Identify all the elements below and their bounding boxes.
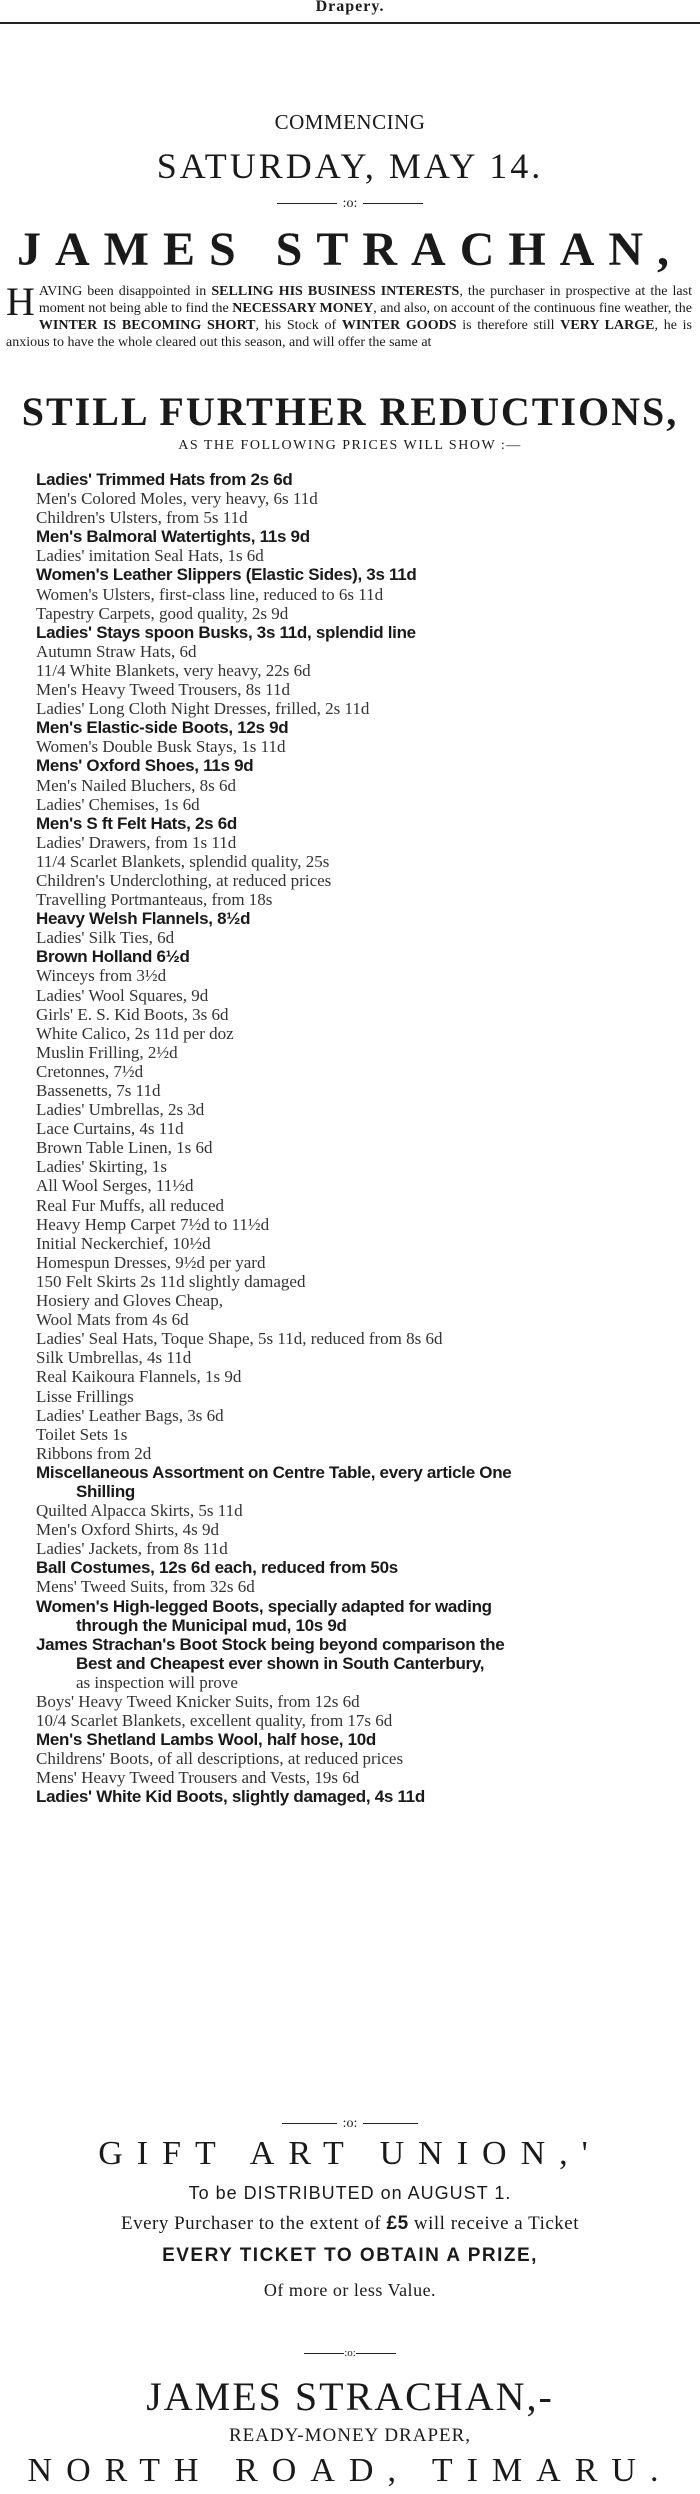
list-item: Ribbons from 2d bbox=[36, 1443, 152, 1463]
divider: :o: bbox=[0, 2347, 700, 2359]
list-item: as inspection will prove bbox=[76, 1672, 238, 1692]
list-item: Ladies' imitation Seal Hats, 1s 6d bbox=[36, 546, 264, 566]
list-item: 11/4 Scarlet Blankets, splendid quality, 25s bbox=[36, 851, 330, 871]
list-item: through the Municipal mud, 10s 9d bbox=[76, 1615, 347, 1635]
list-item: Ladies' Seal Hats, Toque Shape, 5s 11d, reduced from 8s 6d bbox=[36, 1329, 443, 1349]
list-item: Ball Costumes, 12s 6d each, reduced from 50s bbox=[36, 1558, 398, 1578]
merchant-role: READY-MONEY DRAPER, bbox=[228, 2425, 472, 2446]
list-item: Boys' Heavy Tweed Knicker Suits, from 12s 6d bbox=[36, 1692, 360, 1711]
list-item: James Strachan's Boot Stock being beyond comparison the bbox=[36, 1634, 505, 1654]
sale-date: SATURDAY, MAY 14. bbox=[156, 146, 544, 186]
merchant-name: JAMES STRACHAN, bbox=[16, 223, 684, 276]
list-item: Hosiery and Gloves Cheap, bbox=[36, 1291, 223, 1311]
list-item: 11/4 White Blankets, very heavy, 22s 6d bbox=[36, 660, 311, 680]
list-item: White Calico, 2s 11d per doz bbox=[36, 1023, 234, 1043]
list-item: Tapestry Carpets, good quality, 2s 9d bbox=[36, 603, 289, 623]
list-item: Bassenetts, 7s 11d bbox=[36, 1081, 161, 1100]
list-item: Autumn Straw Hats, 6d bbox=[36, 641, 197, 661]
list-item: Men's Elastic-side Boots, 12s 9d bbox=[36, 718, 289, 738]
list-item: Initial Neckerchief, 10½d bbox=[36, 1233, 211, 1253]
top-rule bbox=[0, 22, 700, 24]
list-item: Women's Leather Slippers (Elastic Sides), 3s 11d bbox=[36, 565, 417, 585]
list-item: Women's Double Busk Stays, 1s 11d bbox=[36, 737, 286, 757]
list-item: Best and Cheapest ever shown in South Canterbury, bbox=[76, 1653, 485, 1673]
footer-merchant-name: JAMES STRACHAN,- bbox=[146, 2374, 554, 2419]
list-item: Men's Shetland Lambs Wool, half hose, 10d bbox=[36, 1730, 376, 1750]
list-item: Childrens' Boots, of all descriptions, at reduced prices bbox=[36, 1749, 404, 1769]
list-item: Men's S ft Felt Hats, 2s 6d bbox=[36, 813, 237, 833]
list-item: Quilted Alpacca Skirts, 5s 11d bbox=[36, 1501, 243, 1521]
divider: :o: bbox=[0, 2116, 700, 2132]
reductions-headline: STILL FURTHER REDUCTIONS, bbox=[21, 389, 679, 434]
list-item: Homespun Dresses, 9½d per yard bbox=[36, 1252, 266, 1272]
list-item: Real Kaikoura Flannels, 1s 9d bbox=[36, 1367, 242, 1387]
list-item: Ladies' Umbrellas, 2s 3d bbox=[36, 1100, 205, 1120]
list-item: Real Fur Muffs, all reduced bbox=[36, 1195, 225, 1215]
list-item: Wool Mats from 4s 6d bbox=[36, 1310, 189, 1330]
drop-cap: H bbox=[6, 279, 35, 324]
list-item: Women's High-legged Boots, specially adapted for wading bbox=[36, 1596, 492, 1616]
section-header: Drapery. bbox=[315, 0, 385, 15]
ticket-prize-line: EVERY TICKET TO OBTAIN A PRIZE, bbox=[162, 2245, 538, 2266]
list-item: Ladies' Drawers, from 1s 11d bbox=[36, 832, 237, 852]
list-item: 150 Felt Skirts 2s 11d slightly damaged bbox=[36, 1271, 306, 1291]
distribution-date: To be DISTRIBUTED on AUGUST 1. bbox=[188, 2183, 512, 2203]
value-line: Of more or less Value. bbox=[263, 2280, 437, 2300]
list-item: Ladies' Stays spoon Busks, 3s 11d, splendid line bbox=[36, 622, 416, 642]
list-item: Lisse Frillings bbox=[36, 1386, 134, 1406]
list-item: Children's Ulsters, from 5s 11d bbox=[36, 508, 248, 528]
list-item: Men's Colored Moles, very heavy, 6s 11d bbox=[36, 489, 318, 509]
list-item: Lace Curtains, 4s 11d bbox=[36, 1119, 184, 1139]
merchant-address: NORTH ROAD, TIMARU. bbox=[27, 2452, 673, 2489]
list-item: Heavy Welsh Flannels, 8½d bbox=[36, 909, 251, 929]
list-item: Ladies' Long Cloth Night Dresses, frilled, 2s 11d bbox=[36, 699, 370, 719]
list-item: Men's Balmoral Watertights, 11s 9d bbox=[36, 527, 310, 547]
price-list bbox=[36, 470, 696, 1807]
list-item: Cretonnes, 7½d bbox=[36, 1061, 144, 1081]
list-item: Ladies' Skirting, 1s bbox=[36, 1157, 168, 1177]
list-item: Mens' Oxford Shoes, 11s 9d bbox=[36, 756, 254, 776]
list-item: Ladies' Leather Bags, 3s 6d bbox=[36, 1405, 224, 1425]
list-item: Ladies' Trimmed Hats from 2s 6d bbox=[36, 470, 293, 489]
divider: :o: bbox=[0, 196, 700, 212]
art-union-title: GIFT ART UNION,' bbox=[98, 2135, 602, 2172]
prices-note: AS THE FOLLOWING PRICES WILL SHOW :— bbox=[178, 438, 522, 453]
list-item: Shilling bbox=[76, 1481, 135, 1501]
list-item: Men's Heavy Tweed Trousers, 8s 11d bbox=[36, 680, 291, 700]
list-item: Heavy Hemp Carpet 7½d to 11½d bbox=[36, 1214, 270, 1234]
intro-paragraph: HAVING been disappointed in SELLING HIS BUSINESS INTERESTS, the purchaser in prospective at the last moment not being able to find the NECESSARY MONEY, and also, on account of the continuous fine weather, the WINTER IS BECOMING SHORT, his Stock of WINTER GOODS is therefore still VERY LARGE, he is anxious to have the whole cleared out this season, and will offer the same at bbox=[6, 279, 692, 350]
list-item: Winceys from 3½d bbox=[36, 966, 167, 986]
commencing-label: COMMENCING bbox=[274, 110, 426, 134]
ticket-condition: Every Purchaser to the extent of £5 will receive a Ticket bbox=[120, 2213, 580, 2234]
list-item: Brown Table Linen, 1s 6d bbox=[36, 1138, 213, 1158]
list-item: Men's Nailed Bluchers, 8s 6d bbox=[36, 775, 236, 795]
list-item: Ladies' White Kid Boots, slightly damaged, 4s 11d bbox=[36, 1787, 425, 1807]
list-item: Muslin Frilling, 2½d bbox=[36, 1042, 178, 1062]
list-item: Girls' E. S. Kid Boots, 3s 6d bbox=[36, 1004, 229, 1024]
list-item: Mens' Tweed Suits, from 32s 6d bbox=[36, 1577, 255, 1597]
list-item: Brown Holland 6½d bbox=[36, 947, 190, 967]
list-item: Ladies' Chemises, 1s 6d bbox=[36, 794, 200, 814]
list-item: Women's Ulsters, first-class line, reduced to 6s 11d bbox=[36, 584, 384, 604]
list-item: Ladies' Jackets, from 8s 11d bbox=[36, 1539, 228, 1559]
list-item: Ladies' Wool Squares, 9d bbox=[36, 985, 209, 1005]
list-item: Silk Umbrellas, 4s 11d bbox=[36, 1348, 192, 1368]
list-item: All Wool Serges, 11½d bbox=[36, 1176, 194, 1196]
list-item: Miscellaneous Assortment on Centre Table, every article One bbox=[36, 1462, 512, 1482]
list-item: Mens' Heavy Tweed Trousers and Vests, 19s 6d bbox=[36, 1768, 360, 1788]
list-item: Ladies' Silk Ties, 6d bbox=[36, 928, 175, 948]
list-item: Toilet Sets 1s bbox=[36, 1424, 128, 1444]
list-item: Men's Oxford Shirts, 4s 9d bbox=[36, 1520, 219, 1540]
list-item: Travelling Portmanteaus, from 18s bbox=[36, 890, 273, 910]
list-item: Children's Underclothing, at reduced prices bbox=[36, 870, 332, 890]
list-item: 10/4 Scarlet Blankets, excellent quality, from 17s 6d bbox=[36, 1711, 393, 1731]
purchase-amount: £5 bbox=[386, 2213, 409, 2234]
